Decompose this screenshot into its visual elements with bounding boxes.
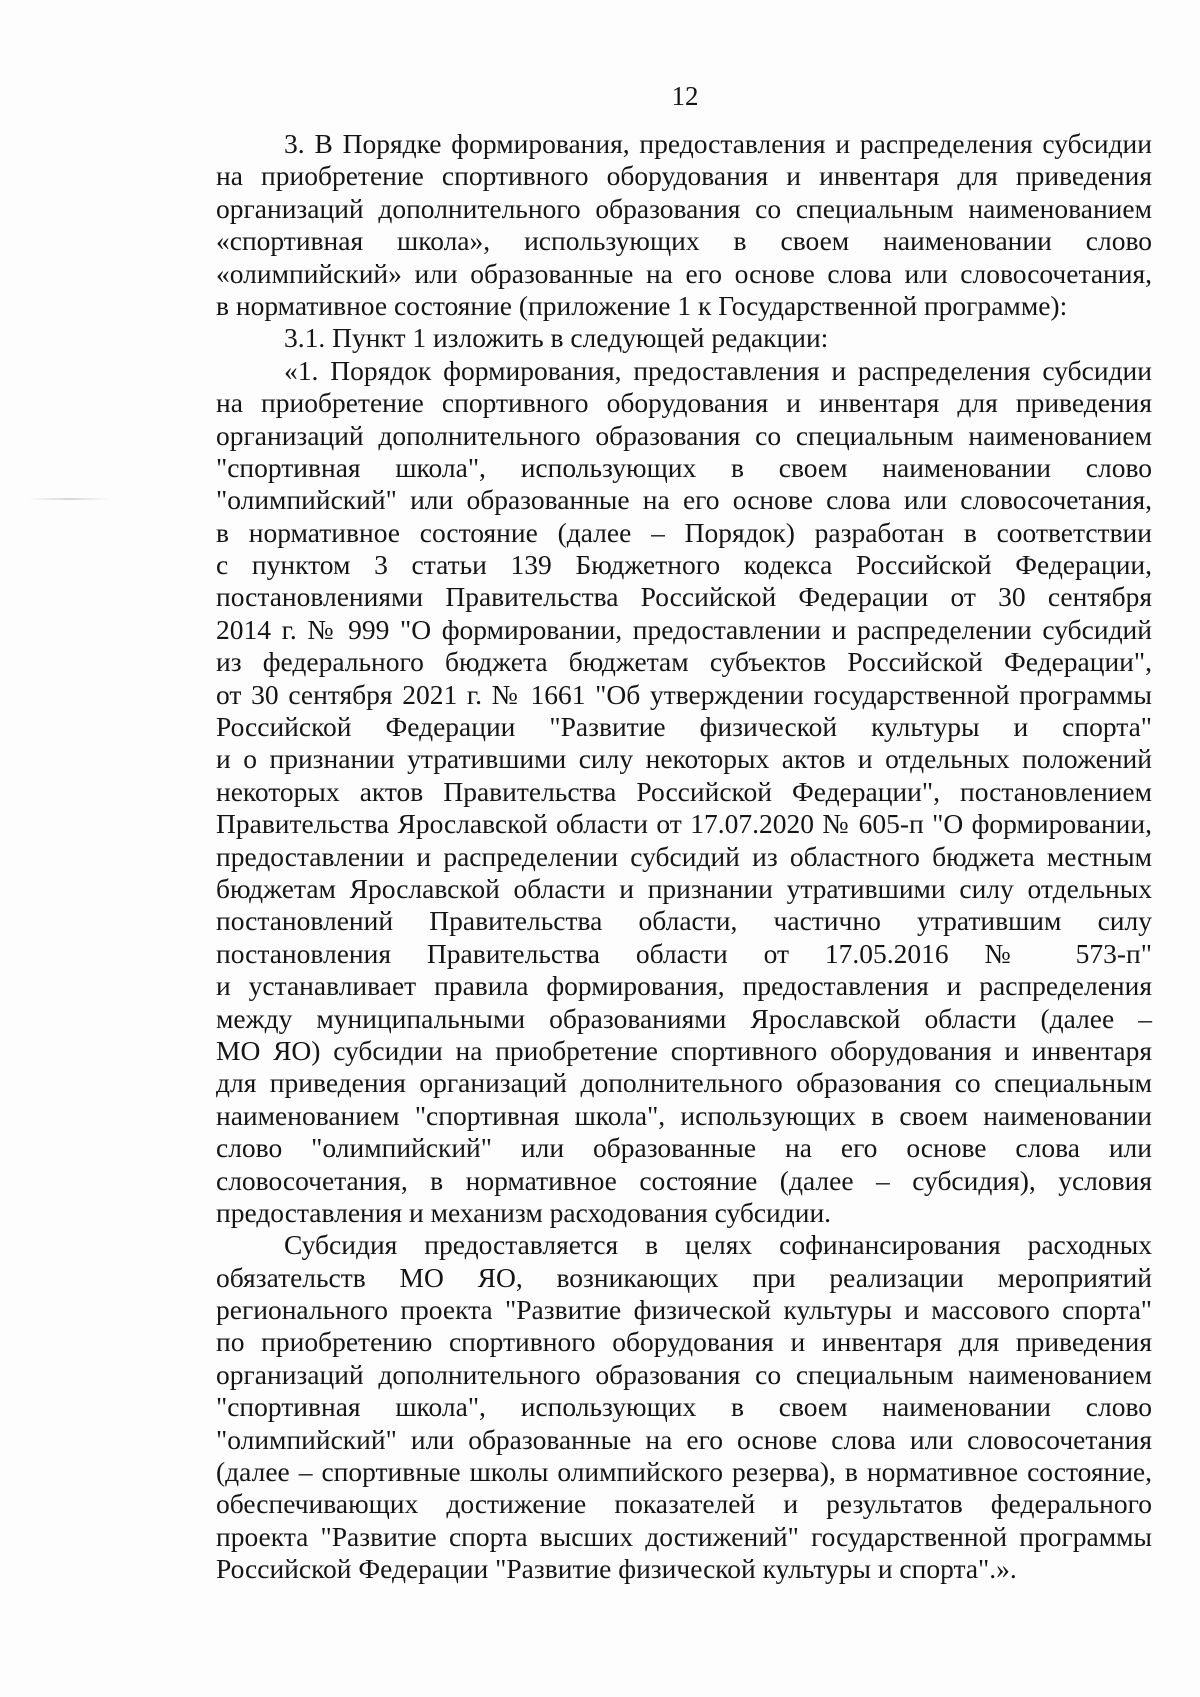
paragraph-line: проекта "Развитие спорта высших достижений" государственной программы [216,1520,1152,1552]
paragraph-line: некоторых актов Правительства Российской Федерации", постановлением [216,775,1152,807]
paragraph-line: постановления Правительства области от 17.05.2016 № 573-п" [216,937,1152,969]
paragraph-line: (далее – спортивные школы олимпийского резерва), в нормативное состояние, [216,1456,1152,1488]
paragraph-line: предоставлении и распределении субсидий из областного бюджета местным [216,840,1152,872]
paragraph-line: организаций дополнительного образования со специальным наименованием [216,192,1152,224]
paragraph-line: «спортивная школа», использующих в своем наименовании слово [216,225,1152,257]
paragraph-line: слово "олимпийский" или образованные на его основе слова или [216,1132,1152,1164]
paragraph-line: Субсидия предоставляется в целях софинансирования расходных [284,1229,1152,1261]
paragraph-line: 3.1. Пункт 1 изложить в следующей редакции: [284,322,829,354]
paragraph-line: Правительства Ярославской области от 17.07.2020 № 605-п "О формировании, [216,808,1152,840]
document-body [216,128,1152,1586]
paragraph-line: и устанавливает правила формирования, предоставления и распределения [216,970,1152,1002]
paragraph-line: организаций дополнительного образования со специальным наименованием [216,419,1152,451]
paragraph-line: 2014 г. № 999 "О формировании, предоставлении и распределении субсидий [216,613,1152,645]
paragraph-line: в нормативное состояние (далее – Порядок) разработан в соответствии [216,516,1152,548]
paragraph-line: Российской Федерации "Развитие физической культуры и спорта" [216,711,1152,743]
scan-artifact [28,498,110,500]
paragraph-line: для приведения организаций дополнительного образования со специальным [216,1067,1152,1099]
paragraph-line: из федерального бюджета бюджетам субъектов Российской Федерации", [216,646,1152,678]
paragraph-line: обязательств МО ЯО, возникающих при реализации мероприятий [216,1261,1152,1293]
paragraph-line: постановлениями Правительства Российской Федерации от 30 сентября [216,581,1152,613]
paragraph-line: между муниципальными образованиями Ярославской области (далее – [216,1002,1152,1034]
paragraph-line: организаций дополнительного образования со специальным наименованием [216,1358,1152,1390]
paragraph-line: "олимпийский" или образованные на его основе слова или словосочетания, [216,484,1152,516]
paragraph-line: на приобретение спортивного оборудования и инвентаря для приведения [216,387,1152,419]
paragraph-line: постановлений Правительства области, частично утратившим силу [216,905,1152,937]
paragraph-line: предоставления и механизм расходования субсидии. [216,1196,832,1228]
paragraph-line: с пунктом 3 статьи 139 Бюджетного кодекса Российской Федерации, [216,549,1152,581]
paragraph-line: "спортивная школа", использующих в своем наименовании слово [216,1391,1152,1423]
paragraph-line: 3. В Порядке формирования, предоставления и распределения субсидии [284,128,1152,159]
paragraph-line: словосочетания, в нормативное состояние (далее – субсидия), условия [216,1164,1152,1196]
paragraph-line: бюджетам Ярославской области и признании утратившими силу отдельных [216,872,1152,904]
paragraph-line: наименованием "спортивная школа", использующих в своем наименовании [216,1099,1152,1131]
paragraph-line: на приобретение спортивного оборудования и инвентаря для приведения [216,160,1152,192]
paragraph-line: МО ЯО) субсидии на приобретение спортивного оборудования и инвентаря [216,1034,1152,1066]
paragraph-line: в нормативное состояние (приложение 1 к Государственной программе): [216,289,1068,321]
paragraph-line: обеспечивающих достижение показателей и результатов федерального [216,1488,1152,1520]
paragraph-line: по приобретению спортивного оборудования и инвентаря для приведения [216,1326,1152,1358]
paragraph-line: "спортивная школа", использующих в своем наименовании слово [216,451,1152,483]
paragraph-line: "олимпийский" или образованные на его основе слова или словосочетания [216,1423,1152,1455]
paragraph-line: от 30 сентября 2021 г. № 1661 "Об утверждении государственной программы [216,678,1152,710]
paragraph-line: Российской Федерации "Развитие физической культуры и спорта".». [216,1553,1017,1585]
paragraph-line: «1. Порядок формирования, предоставления и распределения субсидии [284,354,1152,386]
paragraph-line: «олимпийский» или образованные на его основе слова или словосочетания, [216,257,1152,289]
paragraph-line: и о признании утратившими силу некоторых актов и отдельных положений [216,743,1152,775]
paragraph-line: регионального проекта "Развитие физической культуры и массового спорта" [216,1294,1152,1326]
page-number: 12 [671,81,699,111]
